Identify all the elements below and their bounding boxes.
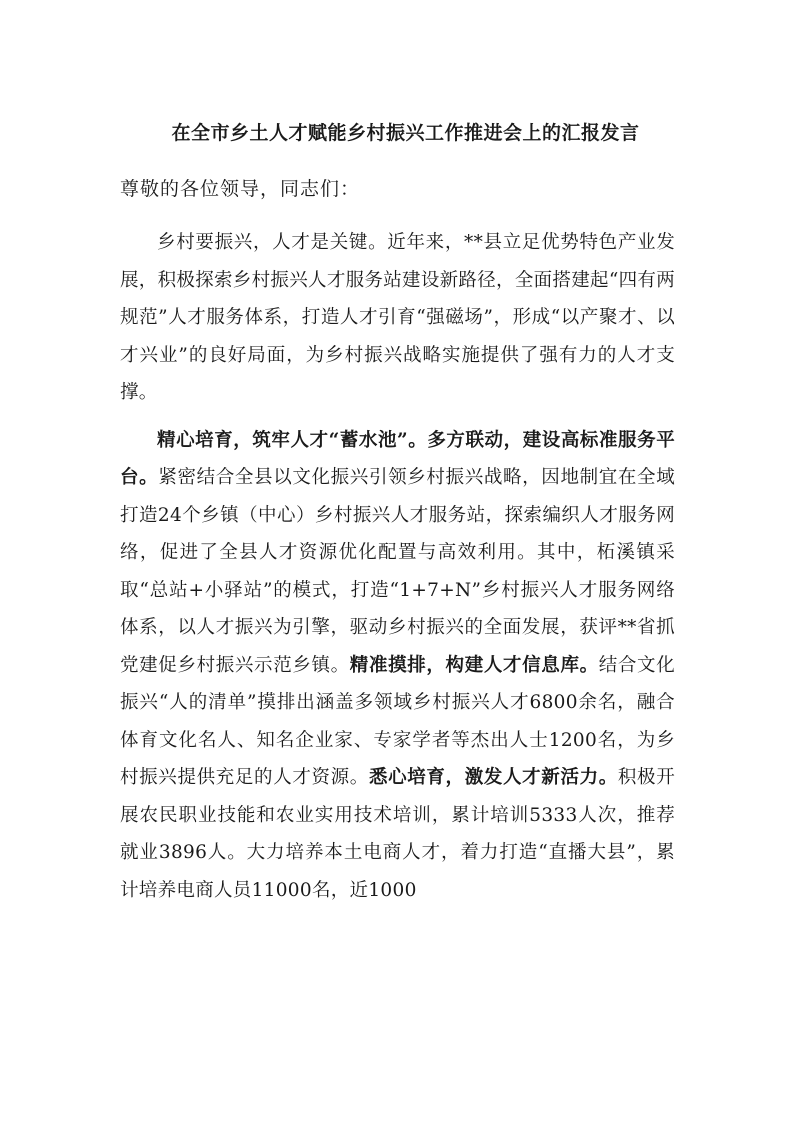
- section-paragraph: [120, 422, 675, 910]
- subsection-heading-platform: 多方联动，建设高标准服务平台。: [120, 429, 675, 488]
- subsection-text-platform: 紧密结合全县以文化振兴引领乡村振兴战略，因地制宜在全域打造24个乡镇（中心）乡村振兴人才服务站，探索编织人才服务网络，促进了全县人才资源优化配置与高效利用。其中，柘溪镇采取“总站+小驿站”的模式，打造“1+7+N”乡村振兴人才服务网络体系，以人才振兴为引擎，驱动乡村振兴的全面发展，获评**省抓党建促乡村振兴示范乡镇。: [120, 467, 675, 676]
- subsection-text-database: 结合文化振兴“人的清单”摸排出涵盖多领域乡村振兴人才6800余名，融合体育文化名人、知名企业家、专家学者等杰出人士1200名，为乡村振兴提供充足的人才资源。: [120, 654, 675, 788]
- intro-paragraph: 乡村要振兴，人才是关键。近年来，**县立足优势特色产业发展，积极探索乡村振兴人才服务站建设新路径，全面搭建起“四有两规范”人才服务体系，打造人才引育“强磁场”，形成“以产聚才、以才兴业”的良好局面，为乡村振兴战略实施提供了强有力的人才支撑。: [120, 232, 675, 403]
- salutation: 尊敬的各位领导，同志们：: [120, 178, 361, 200]
- subsection-heading-training: 悉心培育，激发人才新活力。: [368, 767, 618, 788]
- document-page: [120, 118, 675, 919]
- section-heading: 精心培育，筑牢人才“蓄水池”。: [157, 429, 428, 451]
- subsection-heading-database: 精准摸排，构建人才信息库。: [349, 654, 599, 676]
- subsection-text-training: 积极开展农民职业技能和农业实用技术培训，累计培训5333人次，推荐就业3896人。大力培养本土电商人才，着力打造“直播大县”，累计培养电商人员11000名，近1000: [120, 767, 676, 901]
- document-title: 在全市乡土人才赋能乡村振兴工作推进会上的汇报发言: [171, 122, 640, 144]
